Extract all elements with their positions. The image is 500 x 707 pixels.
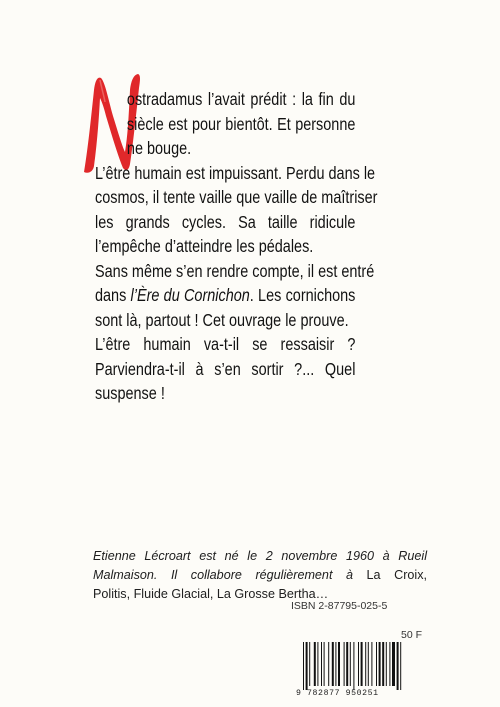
text-run: . Les cornichons	[249, 285, 356, 305]
blurb-line: Sans même s’en rendre compte, il est entré	[95, 260, 375, 281]
barcode-number: 9 782877 950251	[296, 689, 379, 698]
blurb-line	[95, 283, 355, 308]
isbn-label: ISBN 2-87795-025-5	[291, 600, 388, 612]
author-line	[93, 566, 427, 585]
book-title-italic: l’Ère du Cornichon	[130, 285, 250, 305]
blurb-line: l’empêche d’atteindre les pédales.	[95, 236, 314, 256]
blurb-line: L’être humain va-t-il se ressaisir ?	[95, 334, 356, 354]
blurb-line: sont là, partout ! Cet ouvrage le prouve.	[95, 309, 349, 330]
blurb-line: cosmos, il tente vaille que vaille de maîtriser	[95, 187, 378, 207]
blurb-line: L’être humain est impuissant. Perdu dans le	[95, 162, 376, 183]
blurb-line: Parviendra-t-il à s’en sortir ?... Quel	[95, 358, 356, 379]
blurb-line: siècle est pour bientôt. Et personne	[126, 113, 356, 134]
author-line: Etienne Lécroart est né le 2 novembre 1960 à Rueil	[93, 549, 427, 563]
blurb-line: suspense !	[95, 383, 165, 403]
blurb-line: ostradamus l’avait prédit : la fin du	[126, 89, 356, 109]
author-note	[93, 547, 427, 605]
blurb-text	[95, 87, 378, 406]
blurb-line: les grands cycles. Sa taille ridicule	[95, 211, 356, 232]
blurb-line: ne bouge.	[126, 138, 192, 158]
barcode-icon	[302, 642, 434, 690]
publication-name: La Croix,	[366, 568, 427, 583]
price-label: 50 F	[401, 629, 423, 641]
author-line: Politis, Fluide Glacial, La Grosse Bertha…	[93, 587, 329, 602]
text-run: Malmaison. Il collabore régulièrement à	[93, 568, 367, 583]
text-run: dans	[95, 285, 131, 305]
